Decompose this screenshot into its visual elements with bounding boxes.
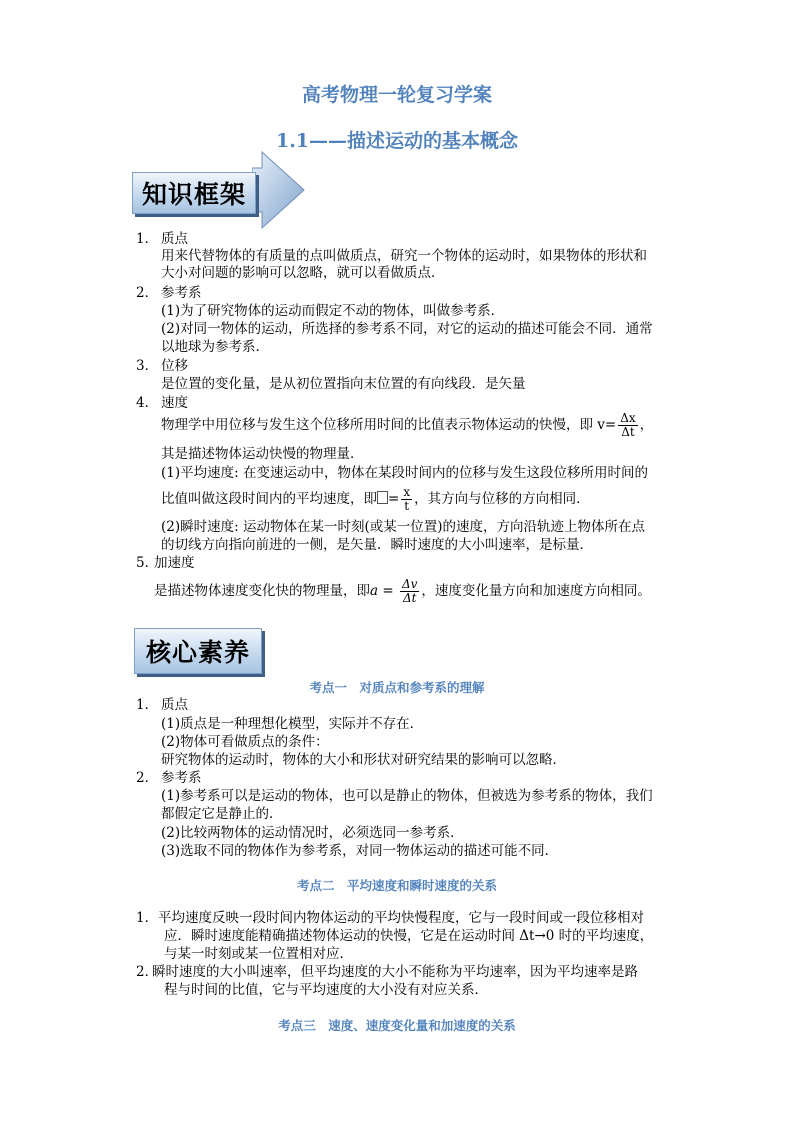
item-heading: 速度 [161, 395, 188, 411]
item-number: 1． [136, 910, 159, 926]
item-heading: 位移 [161, 358, 188, 374]
vbar-symbol [377, 491, 388, 504]
text-line: 用来代替物体的有质量的点叫做质点，研究一个物体的运动时，如果物体的形状和 [161, 248, 647, 264]
text-line-formula: 物理学中用位移与发生这个位移所用时间的比值表示物体运动的快慢，即 v= $\frac{\Delta x}{\Delta t}$ ， [161, 411, 654, 439]
text-line: 是位置的变化量，是从初位置指向末位置的有向线段．是矢量 [161, 376, 526, 392]
text-line: 应．瞬时速度能精确描述物体运动的快慢，它是在运动时间 Δt→0 时的平均速度， [164, 928, 654, 944]
text-line: 平均速度反映一段时间内物体运动的平均快慢程度，它与一段时间或一段位移相对 [158, 910, 644, 926]
item-heading: 加速度 [154, 555, 195, 571]
key-point-heading: 考点一 对质点和参考系的理解 [309, 680, 485, 695]
text-line: (2)物体可看做质点的条件： [161, 734, 329, 750]
item-number: 2． [136, 964, 159, 980]
text-line: (1)质点是一种理想化模型，实际并不存在． [161, 716, 424, 732]
banner-label: 核心素养 [134, 628, 262, 674]
text-line: (1)为了研究物体的运动而假定不动的物体，叫做参考系． [161, 303, 505, 319]
text-line: (2)对同一物体的运动，所选择的参考系不同，对它的运动的描述可能会不同．通常 [161, 321, 653, 337]
text-line: 以地球为参考系． [161, 339, 269, 355]
item-heading: 质点 [161, 231, 188, 247]
item-number: 1． [136, 231, 159, 247]
text-line: 程与时间的比值，它与平均速度的大小没有对应关系． [164, 982, 488, 998]
text-line: (3)选取不同的物体作为参考系，对同一物体运动的描述可能不同． [161, 843, 559, 859]
text-line: 大小对问题的影响可以忽略，就可以看做质点． [161, 265, 445, 281]
item-number: 2． [136, 285, 159, 301]
page-title: 高考物理一轮复习学案 [301, 84, 492, 106]
fraction-a: $\frac{\Delta v}{\Delta t}$ [401, 577, 418, 605]
text-line: 都假定它是静止的． [161, 806, 283, 822]
text-line-formula: 比值叫做这段时间内的平均速度，即 = $\frac{x}{t}$ ，其方向与位移的方向相同． [161, 485, 590, 513]
fraction-x-t: $\frac{x}{t}$ [403, 485, 411, 513]
core-banner [134, 628, 266, 678]
item-heading: 质点 [161, 697, 188, 713]
framework-banner [132, 150, 307, 230]
item-number: 4． [136, 395, 159, 411]
key-point-heading: 考点二 平均速度和瞬时速度的关系 [296, 878, 497, 893]
banner-label: 知识框架 [132, 172, 256, 214]
item-number: 5． [136, 555, 159, 571]
item-number: 1． [136, 697, 159, 713]
arrow-right-icon [252, 150, 307, 230]
text-line: 瞬时速度的大小叫速率，但平均速度的大小不能称为平均速率，因为平均速率是路 [152, 964, 638, 980]
item-heading: 参考系 [161, 770, 202, 786]
item-number: 2． [136, 770, 159, 786]
text-line: (1)参考系可以是运动的物体，也可以是静止的物体，但被选为参考系的物体，我们 [161, 788, 653, 804]
text-line: (2)比较两物体的运动情况时，必须选同一参考系． [161, 825, 464, 841]
item-number: 3． [136, 358, 159, 374]
text-line: (1)平均速度: 在变速运动中，物体在某段时间内的位移与发生这段位移所用时间的 [161, 465, 648, 481]
key-point-heading: 考点三 速度、速度变化量和加速度的关系 [278, 1018, 516, 1033]
text-line: 研究物体的运动时，物体的大小和形状对研究结果的影响可以忽略． [161, 752, 566, 768]
item-heading: 参考系 [161, 285, 202, 301]
text-line-formula: 是描述物体速度变化快的物理量，即a = $\frac{\Delta v}{\Delta t}$ ，速度变化量方向和加速度方向相同。 [154, 577, 651, 605]
text-line: 与某一时刻或某一位置相对应． [164, 946, 353, 962]
text-line: 其是描述物体运动快慢的物理量． [161, 446, 364, 462]
text-line: 的切线方向指向前进的一侧，是矢量．瞬时速度的大小叫速率，是标量． [161, 537, 593, 553]
fraction-v: $\frac{\Delta x}{\Delta t}$ [620, 411, 636, 439]
text-line: (2)瞬时速度: 运动物体在某一时刻(或某一位置)的速度，方向沿轨迹上物体所在点 [161, 519, 645, 535]
page-subtitle: 1.1——描述运动的基本概念 [275, 130, 519, 152]
